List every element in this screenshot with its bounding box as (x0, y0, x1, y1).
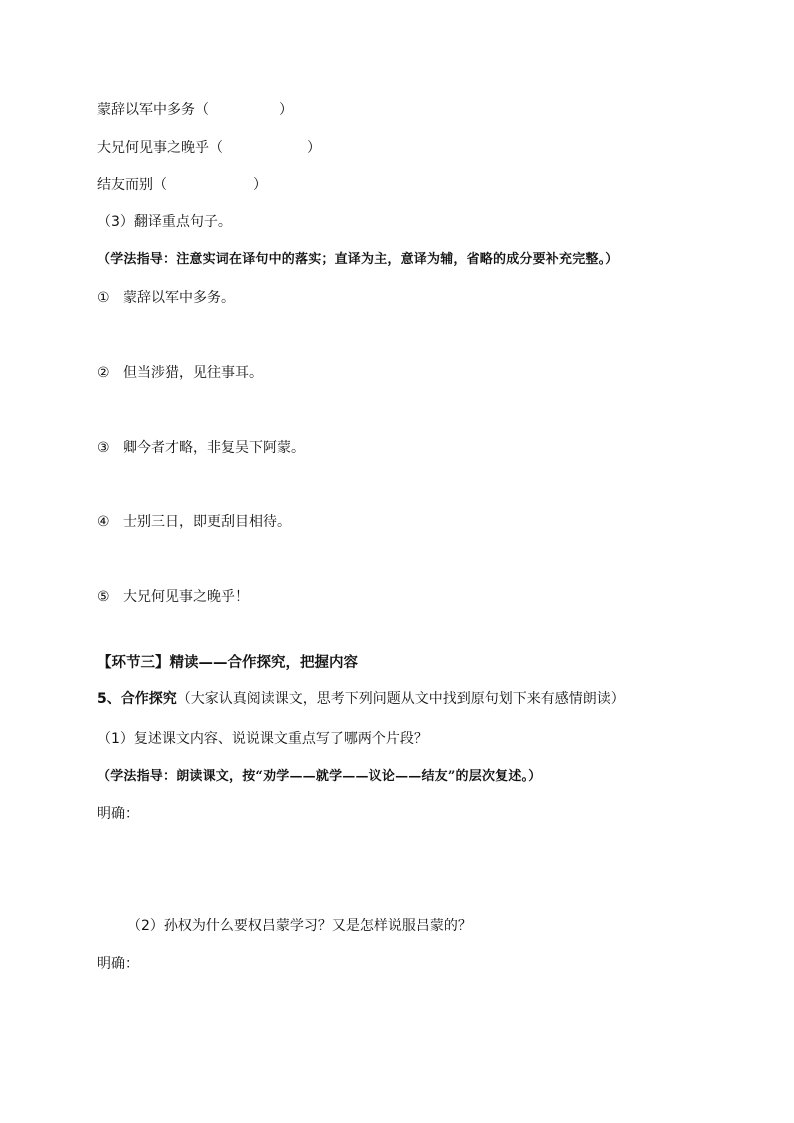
vocab-item-3 (97, 176, 267, 194)
sentence-3-marker: ③ (97, 440, 110, 456)
sentence-4-text: 士别三日，即更刮目相待。 (123, 514, 291, 530)
translate-heading: （3）翻译重点句子。 (97, 214, 232, 230)
sentence-4 (97, 513, 291, 531)
sentence-5 (97, 588, 249, 606)
question-1-answer-label: 明确： (97, 806, 139, 822)
sentence-5-text: 大兄何见事之晚乎！ (123, 589, 249, 605)
sentence-1-marker: ① (97, 290, 110, 306)
vocab-item-1-close: ） (279, 102, 293, 118)
vocab-item-2 (97, 139, 321, 157)
question-2-answer-label: 明确： (97, 956, 139, 972)
question-2: （2）孙权为什么要权吕蒙学习？又是怎样说服吕蒙的？ (127, 918, 472, 934)
vocab-item-2-close: ） (307, 140, 321, 156)
sentence-2-marker: ② (97, 365, 110, 381)
question-1-guide: （学法指导：朗读课文，按“劝学——就学——议论——结友”的层次复述。） (97, 769, 542, 784)
item-5-desc: （大家认真阅读课文，思考下列问题从文中找到原句划下来有感情朗读） (176, 691, 625, 707)
item-5 (97, 690, 625, 708)
section-3-title: 【环节三】精读——合作探究，把握内容 (97, 655, 358, 671)
sentence-3 (97, 439, 305, 457)
vocab-item-1 (97, 101, 293, 119)
question-1: （1）复述课文内容、说说课文重点写了哪两个片段？ (97, 731, 428, 747)
sentence-2 (97, 364, 263, 382)
vocab-item-3-text: 结友而别（ (97, 177, 167, 193)
sentence-5-marker: ⑤ (97, 589, 110, 605)
item-5-label: 5、合作探究 (97, 691, 177, 707)
sentence-3-text: 卿今者才略，非复吴下阿蒙。 (123, 440, 305, 456)
vocab-item-3-close: ） (253, 177, 267, 193)
translate-guide: （学法指导：注意实词在译句中的落实；直译为主，意译为辅，省略的成分要补充完整。） (97, 252, 619, 267)
sentence-4-marker: ④ (97, 514, 110, 530)
vocab-item-1-text: 蒙辞以军中多务（ (97, 102, 209, 118)
sentence-2-text: 但当涉猎，见往事耳。 (123, 365, 263, 381)
vocab-item-2-text: 大兄何见事之晚乎（ (97, 140, 223, 156)
sentence-1-text: 蒙辞以军中多务。 (123, 290, 235, 306)
sentence-1 (97, 289, 235, 307)
